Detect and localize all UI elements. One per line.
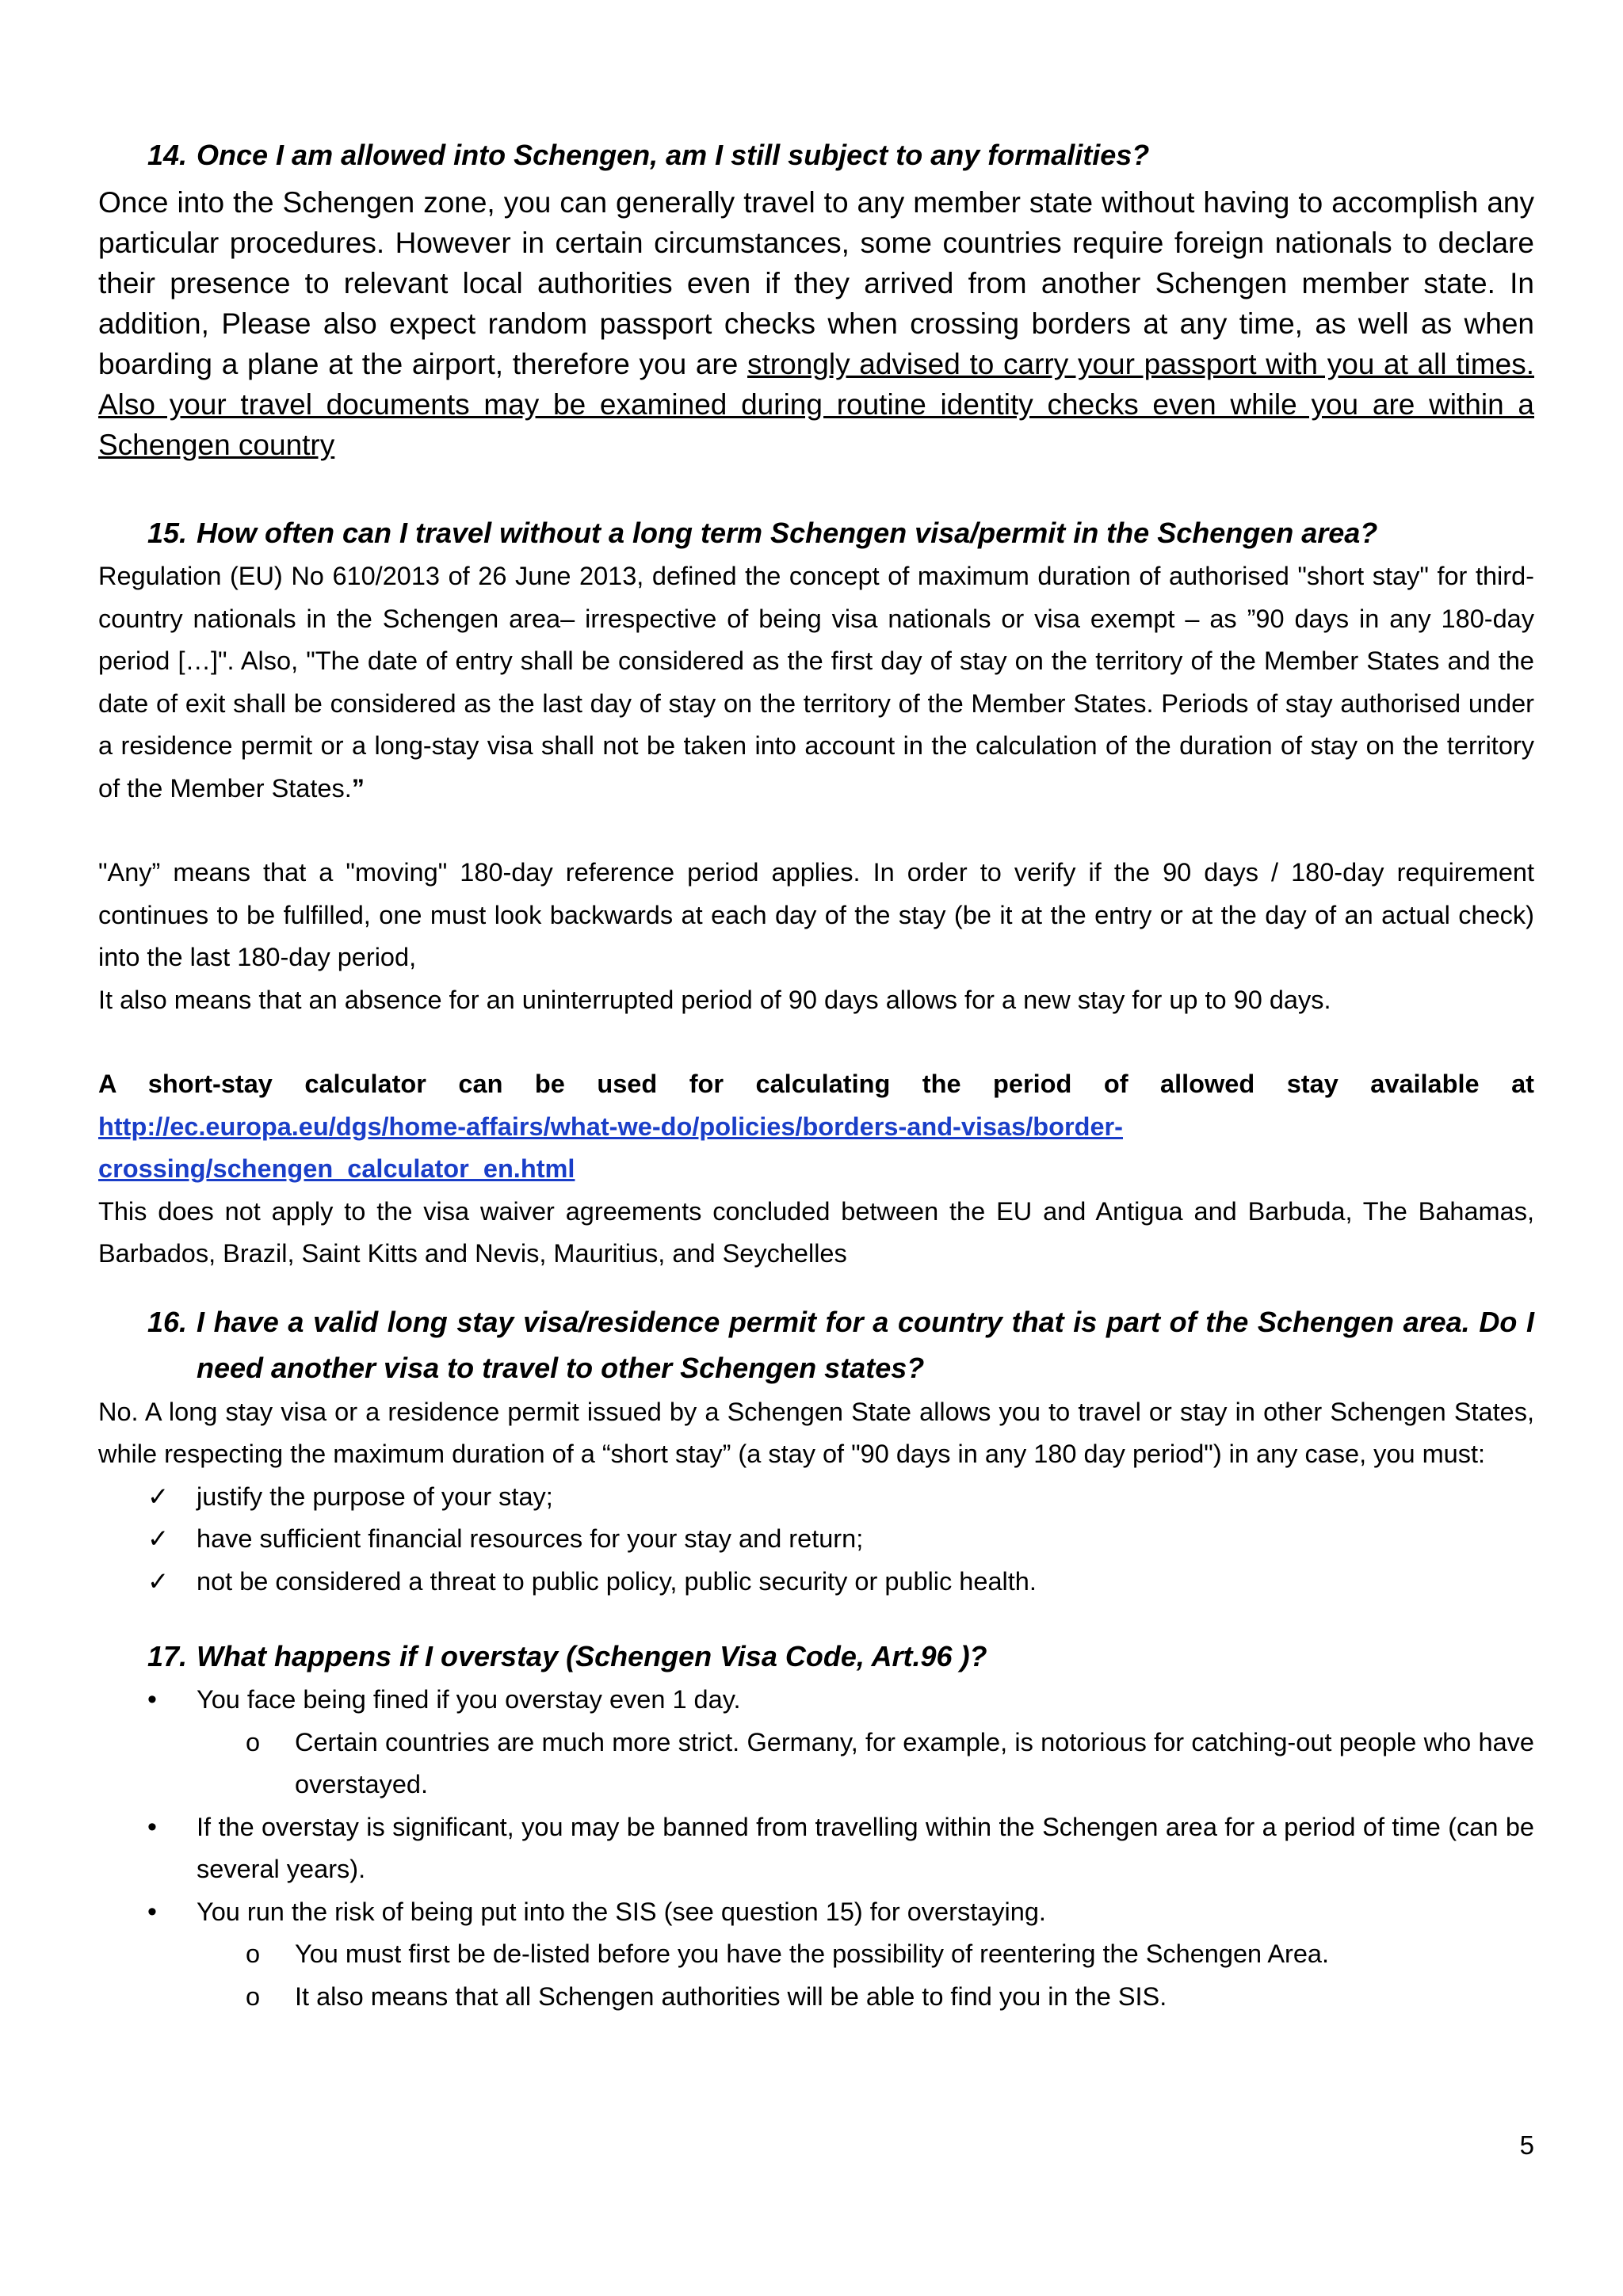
sub-list-item-text: You must first be de-listed before you have the possibility of reentering the Schengen Area. — [295, 1939, 1330, 1968]
q14-number: 14. — [147, 139, 188, 171]
q15-paragraph-1 — [98, 555, 1534, 810]
sub-bullet-icon: o — [246, 1981, 261, 2011]
checkmark-icon: ✓ — [147, 1566, 170, 1596]
calculator-lead: A short-stay calculator can be used for calculating the period of allowed stay available at — [98, 1070, 1534, 1098]
calculator-link-line-2 — [98, 1148, 1534, 1191]
list-item-text: justify the purpose of your stay; — [197, 1482, 553, 1511]
sub-bullet-icon: o — [246, 1939, 261, 1968]
q17-heading — [147, 1634, 1534, 1679]
bullet-icon: • — [147, 1811, 157, 1842]
list-item — [98, 1518, 1534, 1561]
q15-para1-end: ” — [351, 773, 365, 803]
list-item-text: You run the risk of being put into the SIS (see question 15) for overstaying. — [197, 1897, 1046, 1926]
calculator-link[interactable]: http://ec.europa.eu/dgs/home-affairs/what-we-do/policies/borders-and-visas/border- — [98, 1112, 1123, 1141]
q17-title: What happens if I overstay (Schengen Visa Code, Art.96 )? — [197, 1640, 987, 1672]
q15-paragraph-4: This does not apply to the visa waiver agreements concluded between the EU and Antigua and Barbuda, The Bahamas, Barbados, Brazil, Saint Kitts and Nevis, Mauritius, and Seychelles — [98, 1196, 1534, 1268]
q14-title: Once I am allowed into Schengen, am I still subject to any formalities? — [197, 139, 1150, 171]
sub-bullet-icon: o — [246, 1727, 261, 1756]
list-item-text: You face being fined if you overstay even 1 day. — [197, 1685, 741, 1714]
q15-para1-text: Regulation (EU) No 610/2013 of 26 June 2013, defined the concept of maximum duration of authorised "short stay" for third-country nationals in the Schengen area– irrespective of being visa nationals or visa exempt – as ”90 days in any 180-day period […]". Also, "The date of entry shall be considered as the first day of stay on the territory of the Member States and the date of exit shall be considered as the last day of stay on the territory of the Member States. Periods of stay authorised under a residence permit or a long-stay visa shall not be taken into account in the calculation of the duration of stay on the territory of the Member States. — [98, 562, 1534, 803]
q16-number: 16. — [147, 1305, 188, 1338]
q14-text: Once into the Schengen zone, you can generally travel to any member state without having to accomplish any particular procedures. However in certain circumstances, some countries require foreign nationals to declare their presence to relevant local authorities even if they arrived from another Schengen member state. In addition, Please also expect random passport checks when crossing borders at any time, as well as when boarding a plane at the airport, therefore you are — [98, 186, 1534, 380]
sub-list-item — [98, 1933, 1534, 1976]
bullet-icon: • — [147, 1896, 157, 1927]
q16-requirements-list — [98, 1476, 1534, 1604]
q15-paragraph-2: "Any” means that a "moving" 180-day reference period applies. In order to verify if the 90 days / 180-day requirement continues to be fulfilled, one must look backwards at each day of the stay (be it at the entry or at the day of an actual check) into the last 180-day period, — [98, 858, 1534, 971]
sub-list-item — [98, 1722, 1534, 1806]
checkmark-icon: ✓ — [147, 1482, 170, 1511]
q14-heading — [147, 133, 1534, 177]
page-content — [98, 133, 1534, 2018]
q17-consequences-list — [98, 1679, 1534, 2018]
q15-paragraph-3: It also means that an absence for an uninterrupted period of 90 days allows for a new stay for up to 90 days. — [98, 985, 1331, 1014]
bullet-icon: • — [147, 1684, 157, 1714]
q15-title: How often can I travel without a long term Schengen visa/permit in the Schengen area? — [197, 517, 1378, 549]
list-item — [98, 1561, 1534, 1604]
q17-number: 17. — [147, 1640, 188, 1672]
calculator-link-line-1 — [98, 1106, 1534, 1149]
list-item-text: not be considered a threat to public policy, public security or public health. — [197, 1566, 1037, 1596]
q14-paragraph — [98, 182, 1534, 465]
list-item-text: have sufficient financial resources for your stay and return; — [197, 1524, 864, 1553]
list-item — [98, 1891, 1534, 1934]
q16-title: I have a valid long stay visa/residence permit for a country that is part of the Schengen area. Do I need another visa to travel to other Schengen states? — [197, 1305, 1534, 1384]
list-item — [98, 1806, 1534, 1891]
sub-list-item — [98, 1976, 1534, 2019]
q14-underlined-text: strongly advised to carry your passport with you at all times. Also your travel documents may be examined during routine identity checks even while you are within a Schengen country — [98, 348, 1534, 461]
list-item — [98, 1476, 1534, 1519]
list-item — [98, 1679, 1534, 1722]
checkmark-icon: ✓ — [147, 1524, 170, 1553]
sub-list-item-text: Certain countries are much more strict. Germany, for example, is notorious for catching-out people who have overstayed. — [295, 1727, 1534, 1798]
q15-heading — [147, 511, 1534, 555]
q16-paragraph: No. A long stay visa or a residence permit issued by a Schengen State allows you to travel or stay in other Schengen States, while respecting the maximum duration of a “short stay” (a stay of "90 days in any 180 day period") in any case, you must: — [98, 1397, 1534, 1468]
page-number: 5 — [1519, 2130, 1534, 2160]
sub-list-item-text: It also means that all Schengen authorities will be able to find you in the SIS. — [295, 1981, 1167, 2011]
q16-heading — [147, 1299, 1534, 1391]
q15-number: 15. — [147, 517, 188, 549]
calculator-link-continued[interactable]: crossing/schengen_calculator_en.html — [98, 1154, 575, 1183]
list-item-text: If the overstay is significant, you may be banned from travelling within the Schengen area for a period of time (can be several years). — [197, 1812, 1534, 1883]
